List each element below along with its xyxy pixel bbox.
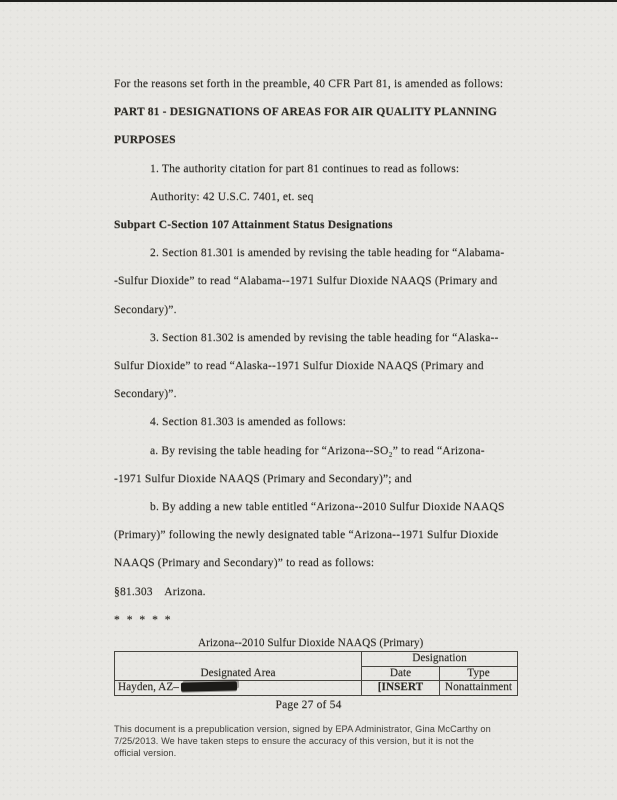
table-row-hayden — [115, 681, 518, 696]
paragraph-amend-81-301: 2. Section 81.301 is amended by revising the table heading for “Alabama--Sulfur Dioxide” to read “Alabama--1971 Sulfur Dioxide NAAQS (Primary and Secondary)”. — [114, 246, 505, 316]
col-header-designation: Designation — [362, 652, 518, 667]
prepublication-note: This document is a prepublication version, signed by EPA Administrator, Gina McCarthy on 7/25/2013. We have taken steps to ensure the accuracy of this version, but it is not the official version. — [114, 723, 491, 758]
designated-area-text: Hayden, AZ– — [118, 681, 179, 694]
paragraph-amend-81-302: 3. Section 81.302 is amended by revising the table heading for “Alaska--Sulfur Dioxide” to read “Alaska--1971 Sulfur Dioxide NAAQS (Primary and Secondary)”. — [114, 330, 499, 401]
cell-designation-date: [INSERT — [362, 681, 440, 696]
col-header-designated-area: Designated Area — [115, 652, 362, 681]
paragraph-authority-citation: 1. The authority citation for part 81 continues to read as follows: — [150, 161, 460, 175]
subpart-c-heading: Subpart C-Section 107 Attainment Status Designations — [114, 218, 393, 232]
designation-table-block — [114, 636, 518, 696]
part-81-heading: PART 81 - DESIGNATIONS OF AREAS FOR AIR QUALITY PLANNING PURPOSES — [114, 105, 498, 147]
paragraph-preamble: For the reasons set forth in the preamble, 40 CFR Part 81, is amended as follows: — [114, 77, 504, 90]
col-header-date: Date — [362, 666, 440, 681]
asterisk-separator: * * * * * — [114, 612, 173, 626]
paragraph-amend-81-303-a: a. By revising the table heading for “Arizona--SO₂” to read “Arizona--1971 Sulfur Dioxide NAAQS (Primary and Secondary)”; and — [114, 443, 485, 485]
paragraph-authority: Authority: 42 U.S.C. 7401, et. seq — [150, 189, 314, 203]
paragraph-amend-81-303: 4. Section 81.303 is amended as follows: — [150, 415, 346, 429]
cell-designated-area — [115, 681, 362, 696]
section-81-303-line: §81.303 Arizona. — [114, 584, 206, 598]
scan-artifact-top-edge — [0, 0, 617, 2]
cell-designation-type: Nonattainment — [440, 681, 518, 696]
paragraph-amend-81-303-b: b. By adding a new table entitled “Arizona--2010 Sulfur Dioxide NAAQS (Primary)” following the newly designated table “Arizona--1971 Sulfur Dioxide NAAQS (Primary and Secondary)” to read as follows: — [114, 500, 505, 570]
col-header-type: Type — [440, 666, 518, 681]
designation-table — [114, 651, 518, 696]
page-number: Page 27 of 54 — [275, 697, 342, 711]
redaction-scribble — [181, 681, 237, 691]
table-title: Arizona--2010 Sulfur Dioxide NAAQS (Primary) — [198, 637, 424, 650]
table-header-row-1 — [115, 652, 518, 667]
